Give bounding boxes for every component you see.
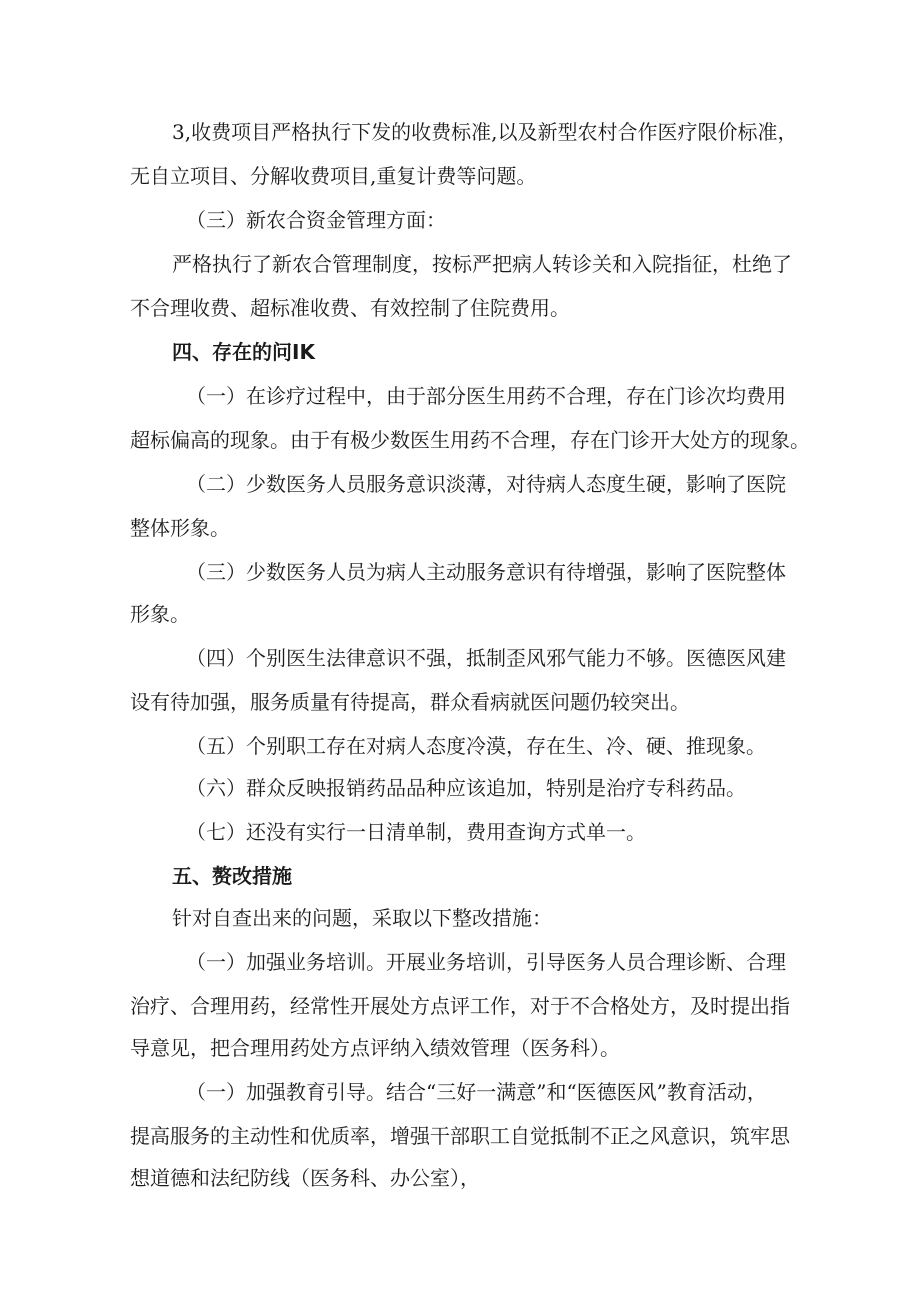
paragraph-line: （二）少数医务人员服务意识淡薄，对待病人态度生硬，影响了医院 (186, 472, 786, 496)
paragraph-line: 形象。 (130, 602, 190, 626)
paragraph-line: （四）个别医生法律意识不强，抵制歪风邪气能力不够。医德医风建 (186, 646, 786, 670)
paragraph-line: 提高服务的主动性和优质率，增强干部职工自觉抵制不正之风意识，筑牢思 (130, 1124, 790, 1148)
paragraph-line: 无自立项目、分解收费项目,重复计费等问题。 (130, 164, 537, 188)
paragraph-line: （一）加强教育引导。结合“三好一满意”和“医德医风”教育活动， (186, 1080, 767, 1104)
paragraph-line: 导意见，把合理用药处方点评纳入绩效管理（医务科）。 (130, 1036, 620, 1060)
paragraph-line: （一）加强业务培训。开展业务培训，引导医务人员合理诊断、合理 (186, 950, 786, 974)
section-heading: 五、赘改措施 (172, 864, 292, 888)
paragraph-line: 超标偏高的现象。由于有极少数医生用药不合理，存在门诊开大处方的现象。 (130, 428, 810, 452)
section-heading: 四、存在的问IK (172, 340, 315, 364)
section-subheading: （三）新农合资金管理方面： (186, 208, 446, 232)
paragraph-line: 治疗、合理用药，经常性开展处方点评工作，对于不合格处方，及时提出指 (130, 994, 790, 1018)
paragraph-line: （一）在诊疗过程中，由于部分医生用药不合理，存在门诊次均费用 (186, 384, 786, 408)
paragraph-line: （七）还没有实行一日清单制，费用查询方式单一。 (186, 820, 646, 844)
paragraph-line: 针对自查出来的问题，采取以下整改措施： (172, 906, 552, 930)
paragraph-line: 设有待加强，服务质量有待提高，群众看病就医问题仍较突出。 (130, 690, 690, 714)
paragraph-line: （五）个别职工存在对病人态度冷漠，存在生、冷、硬、推现象。 (186, 734, 766, 758)
paragraph-line: 想道德和法纪防线（医务科、办公室）， (130, 1166, 480, 1190)
paragraph-line: 不合理收费、超标准收费、有效控制了住院费用。 (130, 296, 570, 320)
paragraph-line: 3,收费项目严格执行下发的收费标准,以及新型农村合作医疗限价标准， (172, 120, 798, 144)
paragraph-line: （六）群众反映报销药品品种应该追加，特别是治疗专科药品。 (186, 776, 746, 800)
paragraph-line: （三）少数医务人员为病人主动服务意识有待增强，影响了医院整体 (186, 560, 786, 584)
paragraph-line: 整体形象。 (130, 516, 230, 540)
paragraph-line: 严格执行了新农合管理制度，按标严把病人转诊关和入院指征，杜绝了 (172, 252, 792, 276)
